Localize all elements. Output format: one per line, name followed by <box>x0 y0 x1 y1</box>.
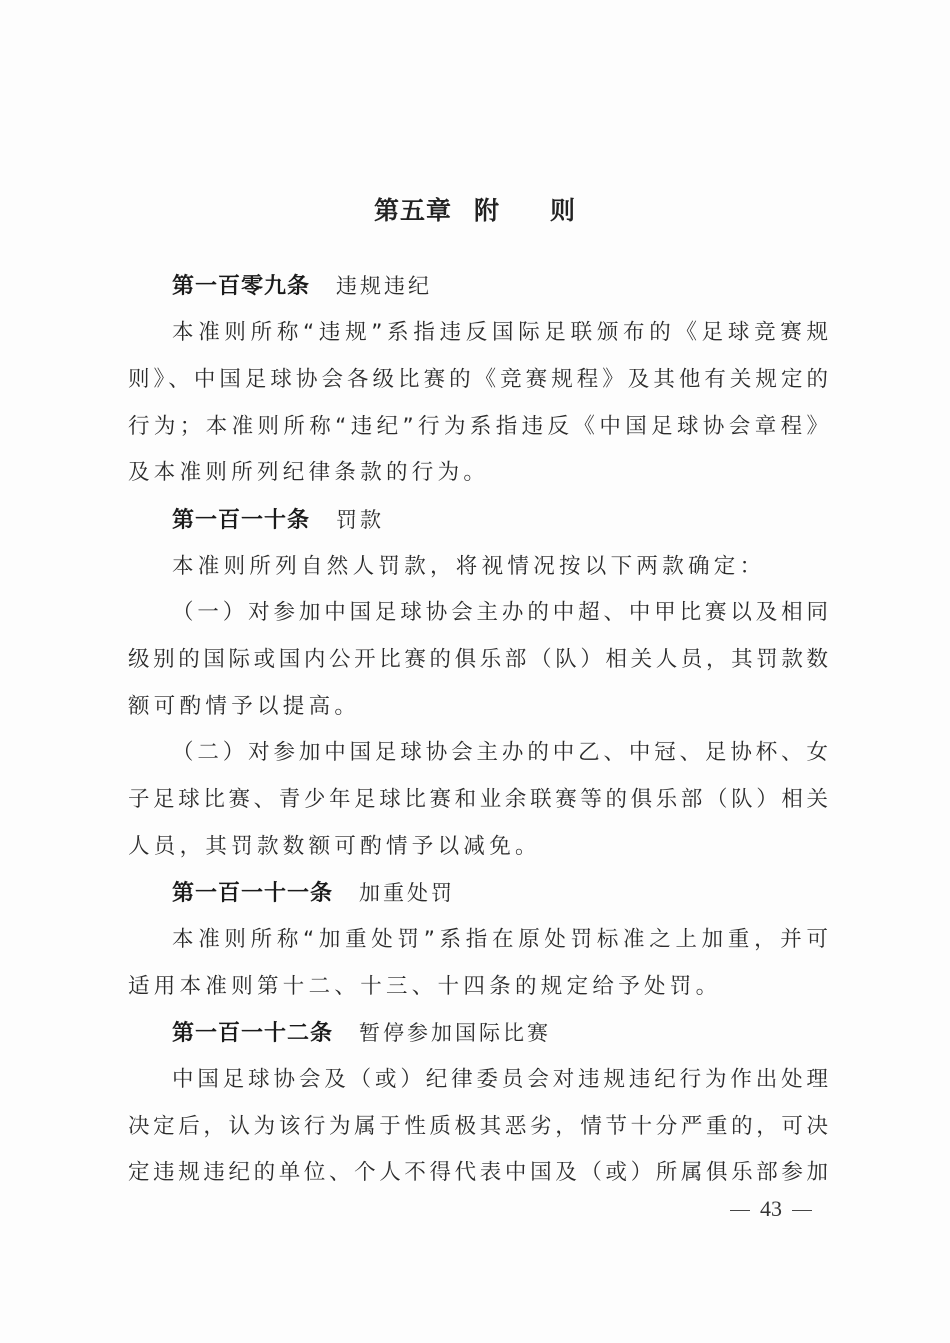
paragraph-line: 本准则所称“违规”系指违反国际足联颁布的《足球竞赛规 <box>172 320 828 345</box>
dash-right <box>792 1210 812 1211</box>
article-name: 暂停参加国际比赛 <box>359 1021 552 1045</box>
paragraph-line: 本准则所称“加重处罚”系指在原处罚标准之上加重，并可 <box>172 927 828 952</box>
paragraph-line: 适用本准则第十二、十三、十四条的规定给予处罚。 <box>128 974 722 999</box>
paragraph-line: 人员，其罚款数额可酌情予以减免。 <box>128 834 541 859</box>
article-112-heading <box>172 1009 551 1056</box>
article-name: 加重处罚 <box>359 881 456 905</box>
article-111-heading <box>172 869 455 916</box>
paragraph-line: 中国足球协会及（或）纪律委员会对违规违纪行为作出处理 <box>172 1067 828 1092</box>
paragraph-line: 则》、中国足球协会各级比赛的《竞赛规程》及其他有关规定的 <box>128 367 828 392</box>
paragraph-line: 本准则所列自然人罚款，将视情况按以下两款确定： <box>172 554 766 579</box>
paragraph-line: （二）对参加中国足球协会主办的中乙、中冠、足协杯、女 <box>172 740 828 765</box>
chapter-title <box>0 191 950 227</box>
dash-left <box>730 1210 750 1211</box>
article-number: 第一百一十二条 <box>172 1021 334 1046</box>
chapter-title-word-2: 则 <box>550 196 577 225</box>
article-name: 违规违纪 <box>336 274 433 298</box>
paragraph-line: 及本准则所列纪律条款的行为。 <box>128 460 490 485</box>
article-number: 第一百零九条 <box>172 274 311 299</box>
paragraph-line: 决定后，认为该行为属于性质极其恶劣，情节十分严重的，可决 <box>128 1114 828 1139</box>
paragraph-line: 额可酌情予以提高。 <box>128 694 361 719</box>
chapter-title-number: 第五章 <box>373 196 452 225</box>
article-number: 第一百一十条 <box>172 508 311 533</box>
article-name: 罚款 <box>336 508 385 532</box>
paragraph-line: 行为；本准则所称“违纪”行为系指违反《中国足球协会章程》 <box>128 414 828 439</box>
article-110-heading <box>172 496 384 543</box>
chapter-title-word-1: 附 <box>473 196 500 225</box>
paragraph-line: 定违规违纪的单位、个人不得代表中国及（或）所属俱乐部参加 <box>128 1160 828 1185</box>
page-number <box>720 1196 820 1222</box>
paragraph-line: （一）对参加中国足球协会主办的中超、中甲比赛以及相同 <box>172 600 828 625</box>
article-number: 第一百一十一条 <box>172 881 334 906</box>
page-number-value: 43 <box>760 1196 782 1221</box>
article-109-heading <box>172 262 432 309</box>
paragraph-line: 级别的国际或国内公开比赛的俱乐部（队）相关人员，其罚款数 <box>128 647 828 672</box>
paragraph-line: 子足球比赛、青少年足球比赛和业余联赛等的俱乐部（队）相关 <box>128 787 828 812</box>
